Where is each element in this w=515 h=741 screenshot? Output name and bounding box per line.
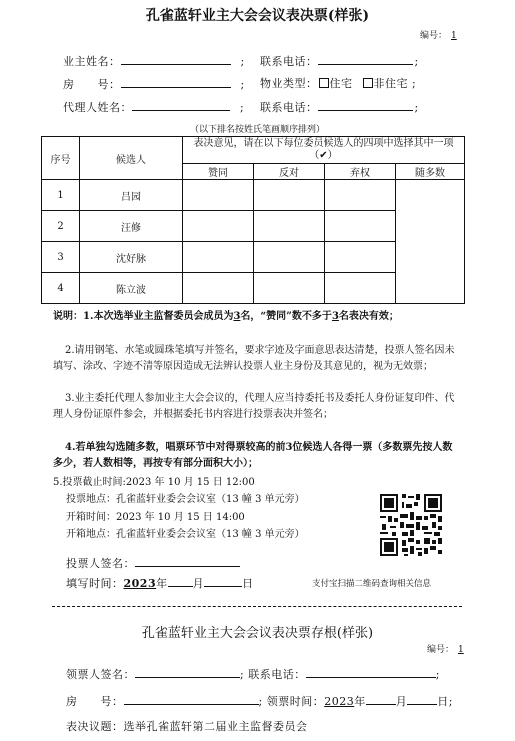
- ballot-title: 孔雀蓝轩业主大会会议表决票(样张): [145, 8, 370, 24]
- separator: ;: [414, 101, 419, 114]
- agent-name-field[interactable]: [63, 98, 244, 115]
- abstain-cell[interactable]: [325, 242, 396, 273]
- oppose-cell[interactable]: [254, 273, 325, 304]
- separator: ;: [412, 77, 417, 90]
- agree-cell[interactable]: [183, 211, 254, 242]
- stub-contact-input[interactable]: [306, 665, 436, 678]
- note-2: 2.请用钢笔、水笔或圆珠笔填写并签名，要求字迹及字面意思表达清楚，投票人签名因未填写、涂改、字迹不清等原因造成无法辨认投票人业主身份及其意见的，视为无效票；: [53, 345, 455, 372]
- note-text: 说明：1.本次选举业主监督委员会成员为: [53, 311, 234, 322]
- row-no: 4: [42, 273, 80, 304]
- contact-input[interactable]: [318, 52, 413, 65]
- owner-name-field[interactable]: [63, 52, 245, 69]
- non-residential-checkbox[interactable]: [363, 78, 373, 88]
- separator: ;: [240, 101, 245, 114]
- contact-label: 联系电话：: [260, 101, 318, 114]
- note-1: [53, 309, 461, 325]
- separator: ;: [240, 668, 245, 681]
- owner-contact-field[interactable]: [260, 52, 419, 69]
- room-label: 房 号：: [63, 78, 121, 91]
- signature-input[interactable]: [135, 554, 240, 567]
- note-3: 3.业主委托代理人参加业主大会会议的，代理人应当持委托书及委托人身份证复印件、代理人身份证原件参会，并根据委托书内容进行投票表决并签名；: [53, 393, 455, 420]
- oppose-cell[interactable]: [254, 211, 325, 242]
- abstain-cell[interactable]: [325, 211, 396, 242]
- note-5: 5.投票截止时间:2023 年 10 月 15 日 12:00: [53, 477, 255, 488]
- owner-name-input[interactable]: [121, 52, 231, 65]
- room-field[interactable]: [63, 75, 245, 92]
- row-candidate: 吕园: [80, 180, 183, 211]
- note-number: 3: [331, 311, 339, 322]
- month-unit: 月: [192, 577, 205, 590]
- contact-label: 联系电话：: [248, 668, 306, 681]
- residential-checkbox[interactable]: [319, 78, 329, 88]
- agree-cell[interactable]: [183, 273, 254, 304]
- room-input[interactable]: [121, 75, 231, 88]
- month-unit: 月: [395, 695, 408, 708]
- stub-room-input[interactable]: [124, 692, 259, 705]
- separator: ;: [240, 55, 245, 68]
- abstain-cell[interactable]: [325, 273, 396, 304]
- day-unit: 日: [437, 695, 449, 708]
- oppose-cell[interactable]: [254, 180, 325, 211]
- table-row: [42, 180, 465, 211]
- owner-name-label: 业主姓名：: [63, 55, 121, 68]
- row-candidate: 沈好脉: [80, 242, 183, 273]
- serial-label: 编号：: [427, 645, 455, 655]
- date-year: 2023: [123, 577, 157, 590]
- stub-year: 2023: [324, 695, 355, 708]
- serial-label: 编号：: [420, 31, 448, 41]
- serial-number: 1: [458, 645, 464, 655]
- year-unit: 年: [354, 695, 366, 708]
- stub-title: 孔雀蓝轩业主大会会议表决票存根(样张): [141, 626, 374, 641]
- agent-name-input[interactable]: [132, 98, 230, 111]
- agree-cell[interactable]: [183, 180, 254, 211]
- row-candidate: 陈立波: [80, 273, 183, 304]
- day-unit: 日: [242, 577, 254, 590]
- stub-room-field[interactable]: [66, 692, 453, 709]
- ballot-serial: [420, 28, 457, 41]
- stub-month-input[interactable]: [366, 692, 396, 705]
- col-header-agree: 赞同: [183, 164, 254, 180]
- stub-receiver-field[interactable]: [66, 665, 440, 682]
- receive-time-label: 领票时间：: [266, 695, 325, 708]
- month-input[interactable]: [168, 574, 193, 587]
- separator: ;: [414, 55, 419, 68]
- agent-name-label: 代理人姓名：: [63, 101, 132, 114]
- voter-signature-field[interactable]: [66, 554, 240, 571]
- stub-topic: 表决议题：选举孔雀蓝轩第二届业主监督委员会: [66, 720, 308, 733]
- qr-caption: 支付宝扫描二维码查询相关信息: [312, 579, 432, 589]
- row-candidate: 汪修: [80, 211, 183, 242]
- separator: ;: [258, 695, 263, 708]
- agent-contact-input[interactable]: [318, 98, 413, 111]
- fill-date-field[interactable]: [66, 574, 254, 591]
- separator: ;: [448, 695, 453, 708]
- contact-label: 联系电话：: [260, 55, 318, 68]
- year-unit: 年: [156, 577, 168, 590]
- note-number: 3: [233, 311, 241, 322]
- row-no: 1: [42, 180, 80, 211]
- col-header-no: 序号: [42, 137, 80, 180]
- property-type-field[interactable]: [260, 75, 416, 91]
- day-input[interactable]: [204, 574, 242, 587]
- col-header-candidate: 候选人: [80, 137, 183, 180]
- non-residential-label: 非住宅: [373, 77, 408, 90]
- property-type-label: 物业类型：: [260, 77, 318, 90]
- receiver-label: 领票人签名：: [66, 668, 135, 681]
- row-no: 3: [42, 242, 80, 273]
- vote-place: 投票地点：孔雀蓝轩业委会会议室（13 幢 3 单元旁）: [66, 494, 305, 505]
- order-note: （以下排名按姓氏笔画顺序排列）: [189, 125, 325, 135]
- note-text: 名表决有效；: [338, 311, 399, 322]
- tear-line: [52, 606, 462, 607]
- count-place: 开箱地点：孔雀蓝轩业委会会议室（13 幢 3 单元旁）: [66, 529, 305, 540]
- separator: ;: [240, 78, 245, 91]
- qr-code-icon: [378, 492, 444, 558]
- residential-label: 住宅: [329, 77, 353, 90]
- stub-day-input[interactable]: [407, 692, 437, 705]
- serial-number: 1: [451, 31, 457, 41]
- separator: ;: [435, 668, 440, 681]
- agent-contact-field[interactable]: [260, 98, 419, 115]
- receiver-input[interactable]: [135, 665, 240, 678]
- note-text: 名，“赞同”数不多于: [240, 311, 332, 322]
- agree-cell[interactable]: [183, 242, 254, 273]
- col-header-oppose: 反对: [254, 164, 325, 180]
- stub-serial: [427, 642, 464, 655]
- row-no: 2: [42, 211, 80, 242]
- col-header-abstain: 弃权: [325, 164, 396, 180]
- abstain-cell[interactable]: [325, 180, 396, 211]
- signature-label: 投票人签名：: [66, 557, 135, 570]
- oppose-cell[interactable]: [254, 242, 325, 273]
- date-label: 填写时间：: [66, 577, 124, 590]
- note-4: 4.若单独勾选随多数，唱票环节中对得票较高的前3位候选人各得一票（多数票先按人数多少，若人数相等，再按专有部分面积大小）；: [53, 442, 453, 469]
- col-header-follow: 随多数: [396, 164, 465, 180]
- count-time: 开箱时间：2023 年 10 月 15 日 14:00: [66, 512, 245, 523]
- room-label: 房 号：: [66, 695, 124, 708]
- follow-majority-cell[interactable]: [396, 180, 465, 304]
- col-header-opinion: 表决意见，请在以下每位委员候选人的四项中选择其中一项（✔）: [183, 137, 465, 164]
- vote-table: [41, 136, 465, 304]
